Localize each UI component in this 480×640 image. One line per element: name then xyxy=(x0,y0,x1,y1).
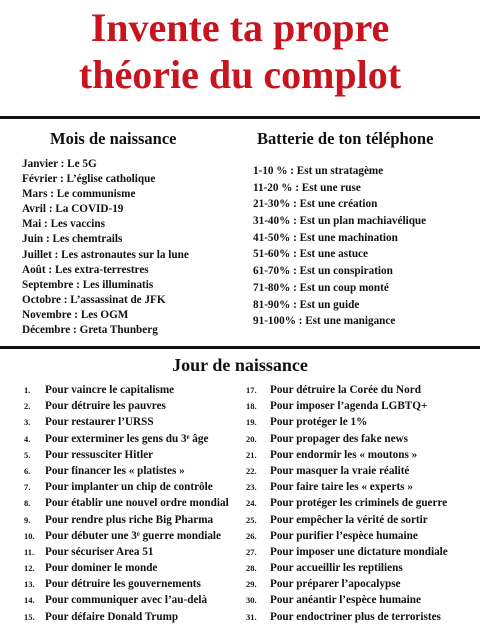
item-text: Pour détruire les gouvernements xyxy=(45,578,201,591)
list-item xyxy=(24,398,229,414)
list-item xyxy=(24,447,229,463)
item-text: Pour protéger le 1% xyxy=(270,416,368,429)
list-item: 61-70% : Est un conspiration xyxy=(253,265,393,278)
birth-day-heading: Jour de naissance xyxy=(172,355,308,375)
list-item xyxy=(24,512,229,528)
item-text: Pour préparer l’apocalypse xyxy=(270,578,401,591)
item-text: Pour implanter un chip de contrôle xyxy=(45,481,213,494)
list-item: 71-80% : Est un coup monté xyxy=(253,281,389,294)
item-number: 18. xyxy=(246,401,257,412)
item-number: 11. xyxy=(24,546,35,557)
list-item: Juillet : Les astronautes sur la lune xyxy=(22,248,189,261)
list-item xyxy=(246,414,448,430)
divider-bottom xyxy=(0,346,480,349)
list-item xyxy=(246,398,448,414)
list-item xyxy=(24,609,229,625)
page-title xyxy=(0,4,480,98)
item-text: Pour vaincre le capitalisme xyxy=(45,384,175,396)
list-item: Juin : Les chemtrails xyxy=(22,233,123,246)
item-text: Pour dominer le monde xyxy=(45,562,158,575)
list-item: Septembre : Les illuminatis xyxy=(22,278,154,291)
list-item: Novembre : Les OGM xyxy=(22,308,129,321)
list-item xyxy=(246,528,448,544)
list-item xyxy=(24,463,229,479)
list-item xyxy=(24,592,229,608)
item-text: Pour établir une nouvel ordre mondial xyxy=(45,497,229,510)
item-number: 20. xyxy=(246,433,257,444)
item-text: Pour endoctriner plus de terroristes xyxy=(270,610,441,623)
item-text: Pour empêcher la vérité de sortir xyxy=(270,513,428,526)
item-text: Pour sécuriser Area 51 xyxy=(45,545,154,558)
item-number: 24. xyxy=(246,498,257,509)
item-text: Pour masquer la vraie réalité xyxy=(270,464,410,477)
item-text: Pour propager des fake news xyxy=(270,432,408,445)
item-number: 21. xyxy=(246,449,257,460)
item-text: Pour faire taire les « experts » xyxy=(270,481,413,494)
list-item: 41-50% : Est une machination xyxy=(253,231,398,244)
list-item xyxy=(24,414,229,430)
list-item xyxy=(24,528,229,544)
list-item xyxy=(246,495,448,511)
list-item: 31-40% : Est un plan machiavélique xyxy=(253,215,427,228)
item-number: 25. xyxy=(246,514,257,525)
item-text: Pour restaurer l’URSS xyxy=(45,416,154,429)
list-item xyxy=(24,431,229,447)
item-number: 10. xyxy=(24,530,35,541)
list-item: Octobre : L’assassinat de JFK xyxy=(22,293,166,306)
list-item xyxy=(24,544,229,560)
list-item: Janvier : Le 5G xyxy=(22,158,97,170)
item-number: 2. xyxy=(24,401,31,412)
item-number: 23. xyxy=(246,482,257,493)
birth-day-list-left xyxy=(24,382,229,625)
list-item: 91-100% : Est une manigance xyxy=(253,315,396,328)
list-item: Mars : Le communisme xyxy=(22,188,136,201)
item-text: Pour purifier l’espèce humaine xyxy=(270,529,418,542)
item-text: Pour communiquer avec l’au-delà xyxy=(45,594,208,607)
list-item xyxy=(24,495,229,511)
item-number: 26. xyxy=(246,530,257,541)
item-number: 4. xyxy=(24,433,31,444)
item-text: Pour défaire Donald Trump xyxy=(45,610,179,623)
list-item: Mai : Les vaccins xyxy=(22,218,105,231)
item-text: Pour accueillir les reptiliens xyxy=(270,562,403,575)
item-number: 7. xyxy=(24,482,31,493)
item-number: 13. xyxy=(24,579,35,590)
item-number: 22. xyxy=(246,465,257,476)
birth-month-heading: Mois de naissance xyxy=(50,129,177,148)
item-number: 8. xyxy=(24,498,31,509)
item-text: Pour détruire les pauvres xyxy=(45,400,166,413)
divider-top xyxy=(0,116,480,119)
list-item xyxy=(246,463,448,479)
title-line-2: théorie du complot xyxy=(78,52,402,97)
list-item xyxy=(246,431,448,447)
list-item: Février : L’église catholique xyxy=(22,173,156,186)
item-number: 30. xyxy=(246,595,257,606)
list-item: Avril : La COVID-19 xyxy=(22,203,124,216)
list-item xyxy=(24,576,229,592)
list-item: 11-20 % : Est une ruse xyxy=(253,181,361,194)
item-number: 29. xyxy=(246,579,257,590)
list-item xyxy=(246,560,448,576)
item-number: 1. xyxy=(24,385,31,395)
item-number: 14. xyxy=(24,595,35,606)
list-item xyxy=(246,609,448,625)
list-item xyxy=(246,592,448,608)
list-item xyxy=(24,382,229,398)
item-number: 27. xyxy=(246,546,257,557)
item-text: Pour ressusciter Hitler xyxy=(45,448,154,461)
item-number: 31. xyxy=(246,611,257,622)
list-item xyxy=(246,479,448,495)
item-text: Pour débuter une 3ᵉ guerre mondiale xyxy=(45,529,221,542)
birth-month-list xyxy=(22,157,189,338)
item-number: 28. xyxy=(246,563,257,574)
list-item xyxy=(246,447,448,463)
list-item xyxy=(246,576,448,592)
birth-day-list-right xyxy=(246,382,448,625)
item-number: 6. xyxy=(24,465,31,476)
list-item: 21-30% : Est une création xyxy=(253,198,378,211)
list-item: Décembre : Greta Thunberg xyxy=(22,324,158,337)
item-number: 5. xyxy=(24,449,31,460)
list-item: 81-90% : Est un guide xyxy=(253,298,360,311)
list-item: 51-60% : Est une astuce xyxy=(253,248,368,261)
item-text: Pour détruire la Corée du Nord xyxy=(270,384,421,396)
list-item: Août : Les extra-terrestres xyxy=(22,263,149,276)
item-text: Pour imposer une dictature mondiale xyxy=(270,545,448,558)
item-number: 17. xyxy=(246,385,257,395)
list-item xyxy=(24,560,229,576)
item-number: 19. xyxy=(246,417,257,428)
item-text: Pour protéger les criminels de guerre xyxy=(270,497,448,510)
item-text: Pour financer les « platistes » xyxy=(45,464,185,477)
list-item xyxy=(24,479,229,495)
list-item: 1-10 % : Est un stratagème xyxy=(253,165,384,177)
list-item xyxy=(246,512,448,528)
item-text: Pour exterminer les gens du 3ᵉ âge xyxy=(45,432,209,445)
list-item xyxy=(246,382,448,398)
item-text: Pour rendre plus riche Big Pharma xyxy=(45,513,214,526)
item-text: Pour anéantir l’espèce humaine xyxy=(270,594,421,607)
item-number: 12. xyxy=(24,563,35,574)
item-number: 3. xyxy=(24,417,31,428)
item-text: Pour imposer l’agenda LGBTQ+ xyxy=(270,400,428,413)
item-text: Pour endormir les « moutons » xyxy=(270,448,418,461)
title-line-1: Invente ta propre xyxy=(90,5,390,50)
item-number: 15. xyxy=(24,611,35,622)
item-number: 9. xyxy=(24,514,31,525)
battery-heading: Batterie de ton téléphone xyxy=(257,129,434,148)
list-item xyxy=(246,544,448,560)
battery-list xyxy=(253,163,426,330)
